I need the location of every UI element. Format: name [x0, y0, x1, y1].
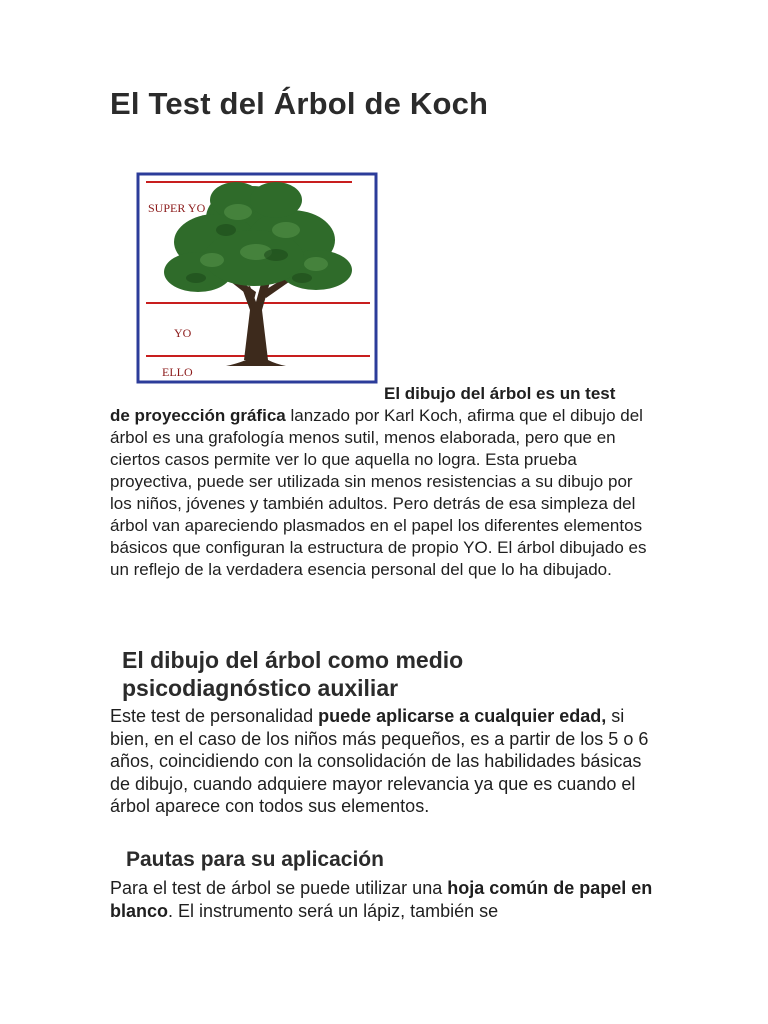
- section1-heading: El dibujo del árbol como medio psicodiagnóstico auxiliar: [122, 647, 464, 701]
- label-ello: ELLO: [162, 365, 193, 379]
- section1-text-a: Este test de personalidad: [110, 706, 319, 726]
- section2-paragraph: [110, 877, 655, 922]
- label-super-yo: SUPER YO: [148, 201, 206, 215]
- intro-bold: de proyección gráfica: [110, 406, 286, 425]
- page-title: El Test del Árbol de Koch: [110, 86, 489, 121]
- tree-figure: [126, 160, 380, 390]
- intro-paragraph: [110, 405, 655, 581]
- section1-bold: puede aplicarse a cualquier edad,: [318, 706, 607, 726]
- section1-paragraph: [110, 705, 655, 818]
- section2-text-b: . El instrumento será un lápiz, también se: [168, 900, 499, 921]
- section2-text-a: Para el test de árbol se puede utilizar una: [110, 878, 448, 898]
- intro-lead-bold: El dibujo del árbol es un test: [384, 384, 616, 403]
- section1-text-b: si bien, en el caso de los niños más pequeños, es a partir de los 5 o 6 años, coincidiendo con la consolidación de las habilidades básicas de dibujo, cuando adquiere mayor relevancia ya que es cuando el árbol aparece con todos sus elementos.: [110, 706, 649, 816]
- tree-diagram: [126, 160, 380, 390]
- intro-text: lanzado por Karl Koch, afirma que el dibujo del árbol es una grafología menos sutil, menos elaborada, pero que en ciertos casos permite ver lo que aquella no logra. Esta prueba proyectiva, puede ser utilizada sin menos resistencias a su dibujo por los niños, jóvenes y también adultos. Pero detrás de esa simpleza del árbol van apareciendo plasmados en el papel los diferentes elementos básicos que configuran la estructura de propio YO. El árbol dibujado es un reflejo de la verdadera esencia personal del que lo ha dibujado.: [110, 406, 647, 579]
- label-yo: YO: [174, 326, 192, 340]
- section2-bold: hoja común de papel en blanco: [110, 878, 653, 921]
- section2-heading: Pautas para su aplicación: [126, 848, 384, 871]
